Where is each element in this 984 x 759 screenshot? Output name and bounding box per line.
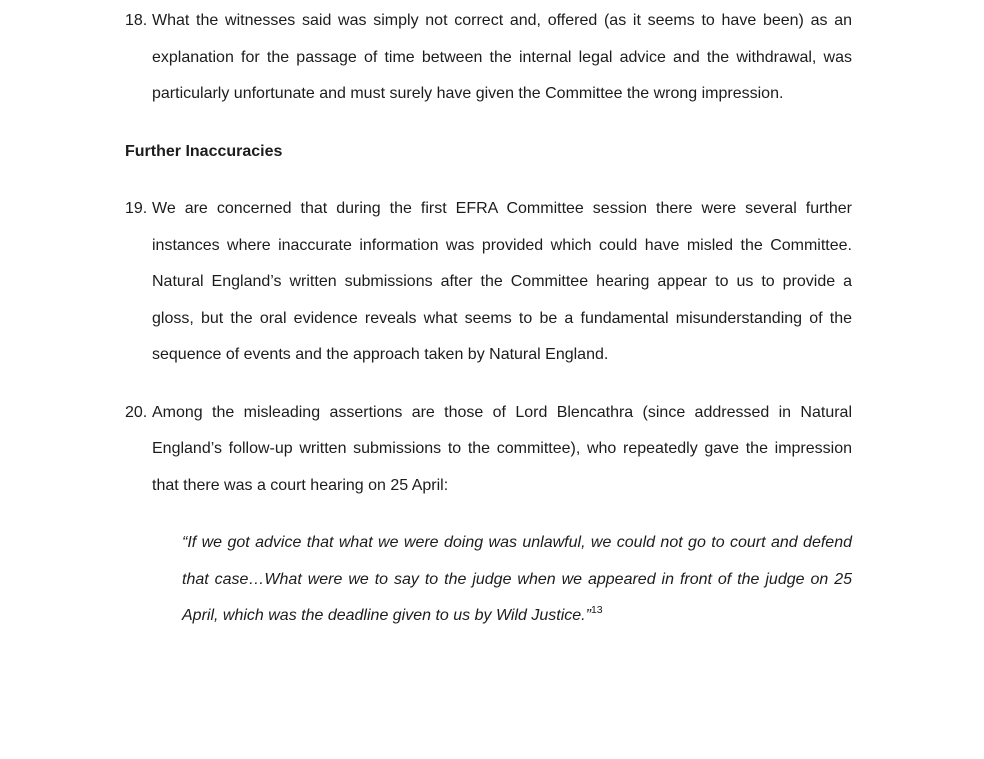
block-quote [182,525,852,635]
paragraph-number: 19. [125,200,148,217]
paragraph-number: 20. [125,403,148,421]
paragraph-text: What the witnesses said was simply not correct and, offered (as it seems to have been) as an explanation for the passage of time between the internal legal advice and the withdrawal, was particularly unfortunate and must surely have given the Committee the wrong impression. [152,12,852,102]
quote-text: “If we got advice that what we were doing was unlawful, we could not go to court and defend that case…What were we to say to the judge when we appeared in front of the judge on 25 April, which was the deadline given to us by Wild Justice.” [182,534,852,624]
footnote-reference: 13 [590,604,603,616]
document-content [125,3,852,635]
section-heading: Further Inaccuracies [125,142,283,160]
paragraph-number: 18. [125,12,148,29]
paragraph-20 [125,395,852,505]
paragraph-text: We are concerned that during the first EFRA Committee session there were several further instances where inaccurate information was provided which could have misled the Committee. Natural England’s written submissions after the Committee hearing appear to us to provide a gloss, but the oral evidence reveals what seems to be a fundamental misunderstanding of the sequence of events and the approach taken by Natural England. [152,200,852,363]
paragraph-18 [125,3,852,113]
paragraph-text: Among the misleading assertions are those of Lord Blencathra (since addressed in Natural England’s follow-up written submissions to the committee), who repeatedly gave the impression that there was a court hearing on 25 April: [152,403,852,494]
paragraph-19 [125,191,852,374]
